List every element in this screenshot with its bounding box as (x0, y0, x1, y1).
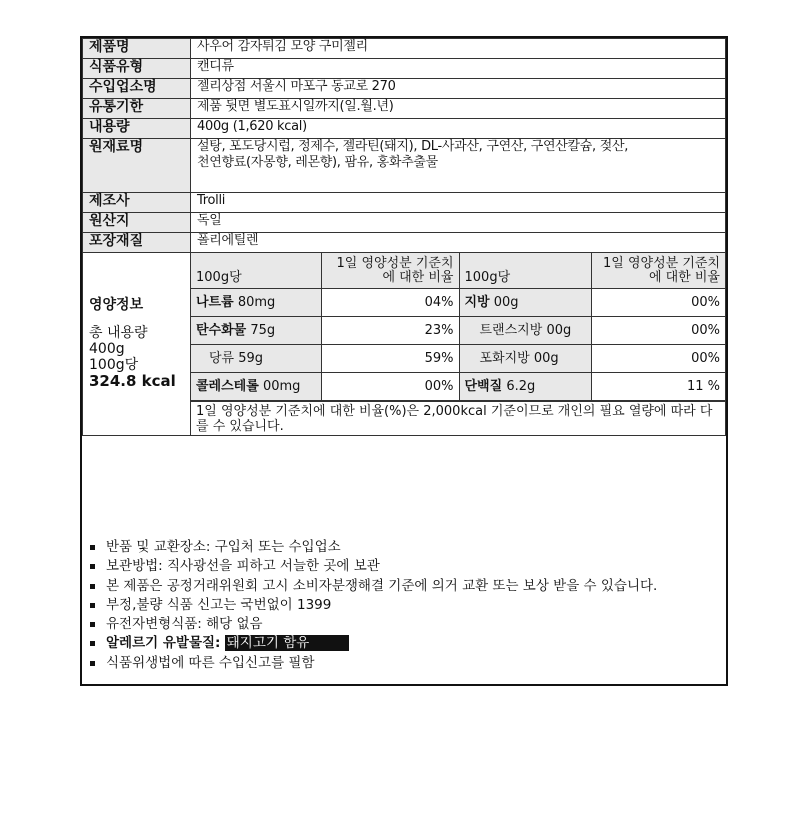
header-ratio-right: 1일 영양성분 기준치에 대한 비율 (591, 253, 725, 289)
value-expiry: 제품 뒷면 별도표시일까지(일.월.년) (191, 99, 726, 119)
value-food-type: 캔디류 (191, 59, 726, 79)
nutrient-saturated-fat: 포화지방 00g (459, 345, 591, 373)
row-food-type (83, 59, 726, 79)
value-importer: 젤리상점 서울시 마포구 동교로 270 (191, 79, 726, 99)
value-origin: 독일 (191, 213, 726, 233)
value-product-name: 사우어 감자튀김 모양 구미젤리 (191, 39, 726, 59)
nutrient-fat-pct: 00% (591, 289, 725, 317)
nutrition-table-cell (191, 253, 726, 436)
header-per-right: 100g당 (459, 253, 591, 289)
nutrition-summary (83, 253, 191, 436)
nutrition-kcal: 324.8 kcal (89, 372, 176, 390)
nutrient-sugars: 당류 59g (191, 345, 321, 373)
list-item: 부정,불량 식품 신고는 국번없이 1399 (90, 596, 657, 615)
allergy-label: 알레르기 유발물질: (106, 635, 221, 652)
nutrition-row (191, 317, 725, 345)
nutrient-cholesterol-pct: 00% (321, 373, 459, 401)
nutrient-carbs: 탄수화물 75g (191, 317, 321, 345)
row-product-name (83, 39, 726, 59)
label-importer: 수입업소명 (83, 79, 191, 99)
list-item: 보관방법: 직사광선을 피하고 서늘한 곳에 보관 (90, 557, 657, 576)
nutrition-title: 영양정보 (89, 297, 144, 313)
list-item: 본 제품은 공정거래위원회 고시 소비자분쟁해결 기준에 의거 교환 또는 보상 받을 수 있습니다. (90, 577, 657, 596)
nutrient-sugars-pct: 59% (321, 345, 459, 373)
label-packaging: 포장재질 (83, 233, 191, 253)
nutrient-cholesterol: 콜레스테롤 00mg (191, 373, 321, 401)
list-item: 유전자변형식품: 해당 없음 (90, 615, 657, 634)
nutrition-total: 총 내용량 400g (89, 325, 148, 357)
nutrition-row (191, 373, 725, 401)
nutrient-protein: 단백질 6.2g (459, 373, 591, 401)
list-item: 식품위생법에 따른 수입신고를 필함 (90, 654, 657, 673)
allergy-item (90, 634, 657, 653)
product-info-table (82, 38, 726, 436)
label-product-name: 제품명 (83, 39, 191, 59)
nutrient-saturated-fat-pct: 00% (591, 345, 725, 373)
row-expiry (83, 99, 726, 119)
nutrient-trans-fat-pct: 00% (591, 317, 725, 345)
nutrient-protein-pct: 11 % (591, 373, 725, 401)
row-manufacturer (83, 193, 726, 213)
label-ingredients: 원재료명 (83, 139, 191, 193)
header-ratio-left: 1일 영양성분 기준치에 대한 비율 (321, 253, 459, 289)
label-expiry: 유통기한 (83, 99, 191, 119)
label-origin: 원산지 (83, 213, 191, 233)
nutrient-sodium-pct: 04% (321, 289, 459, 317)
nutrient-fat: 지방 00g (459, 289, 591, 317)
notice-list (90, 538, 657, 673)
value-packaging: 폴리에틸렌 (191, 233, 726, 253)
nutrition-header-row (191, 253, 725, 289)
value-manufacturer: Trolli (191, 193, 726, 213)
row-packaging (83, 233, 726, 253)
header-per-left: 100g당 (191, 253, 321, 289)
nutrition-table (191, 253, 725, 401)
label-manufacturer: 제조사 (83, 193, 191, 213)
row-net-content (83, 119, 726, 139)
value-net-content: 400g (1,620 kcal) (191, 119, 726, 139)
row-nutrition (83, 253, 726, 436)
nutrition-per: 100g당 (89, 357, 139, 373)
label-net-content: 내용량 (83, 119, 191, 139)
row-ingredients (83, 139, 726, 193)
nutrient-sodium: 나트륨 80mg (191, 289, 321, 317)
list-item: 반품 및 교환장소: 구입처 또는 수입업소 (90, 538, 657, 557)
nutrition-note: 1일 영양성분 기준치에 대한 비율(%)은 2,000kcal 기준이므로 개인의 필요 열량에 따라 다를 수 있습니다. (191, 401, 725, 435)
label-food-type: 식품유형 (83, 59, 191, 79)
nutrient-trans-fat: 트랜스지방 00g (459, 317, 591, 345)
product-info-frame (80, 36, 728, 686)
nutrition-row (191, 289, 725, 317)
value-ingredients: 설탕, 포도당시럽, 정제수, 젤라틴(돼지), DL-사과산, 구연산, 구연산칼슘, 젖산, 천연향료(자몽향, 레몬향), 팜유, 홍화추출물 (191, 139, 726, 193)
row-importer (83, 79, 726, 99)
nutrition-row (191, 345, 725, 373)
allergy-highlight: 돼지고기 함유 (225, 635, 350, 651)
row-origin (83, 213, 726, 233)
nutrient-carbs-pct: 23% (321, 317, 459, 345)
